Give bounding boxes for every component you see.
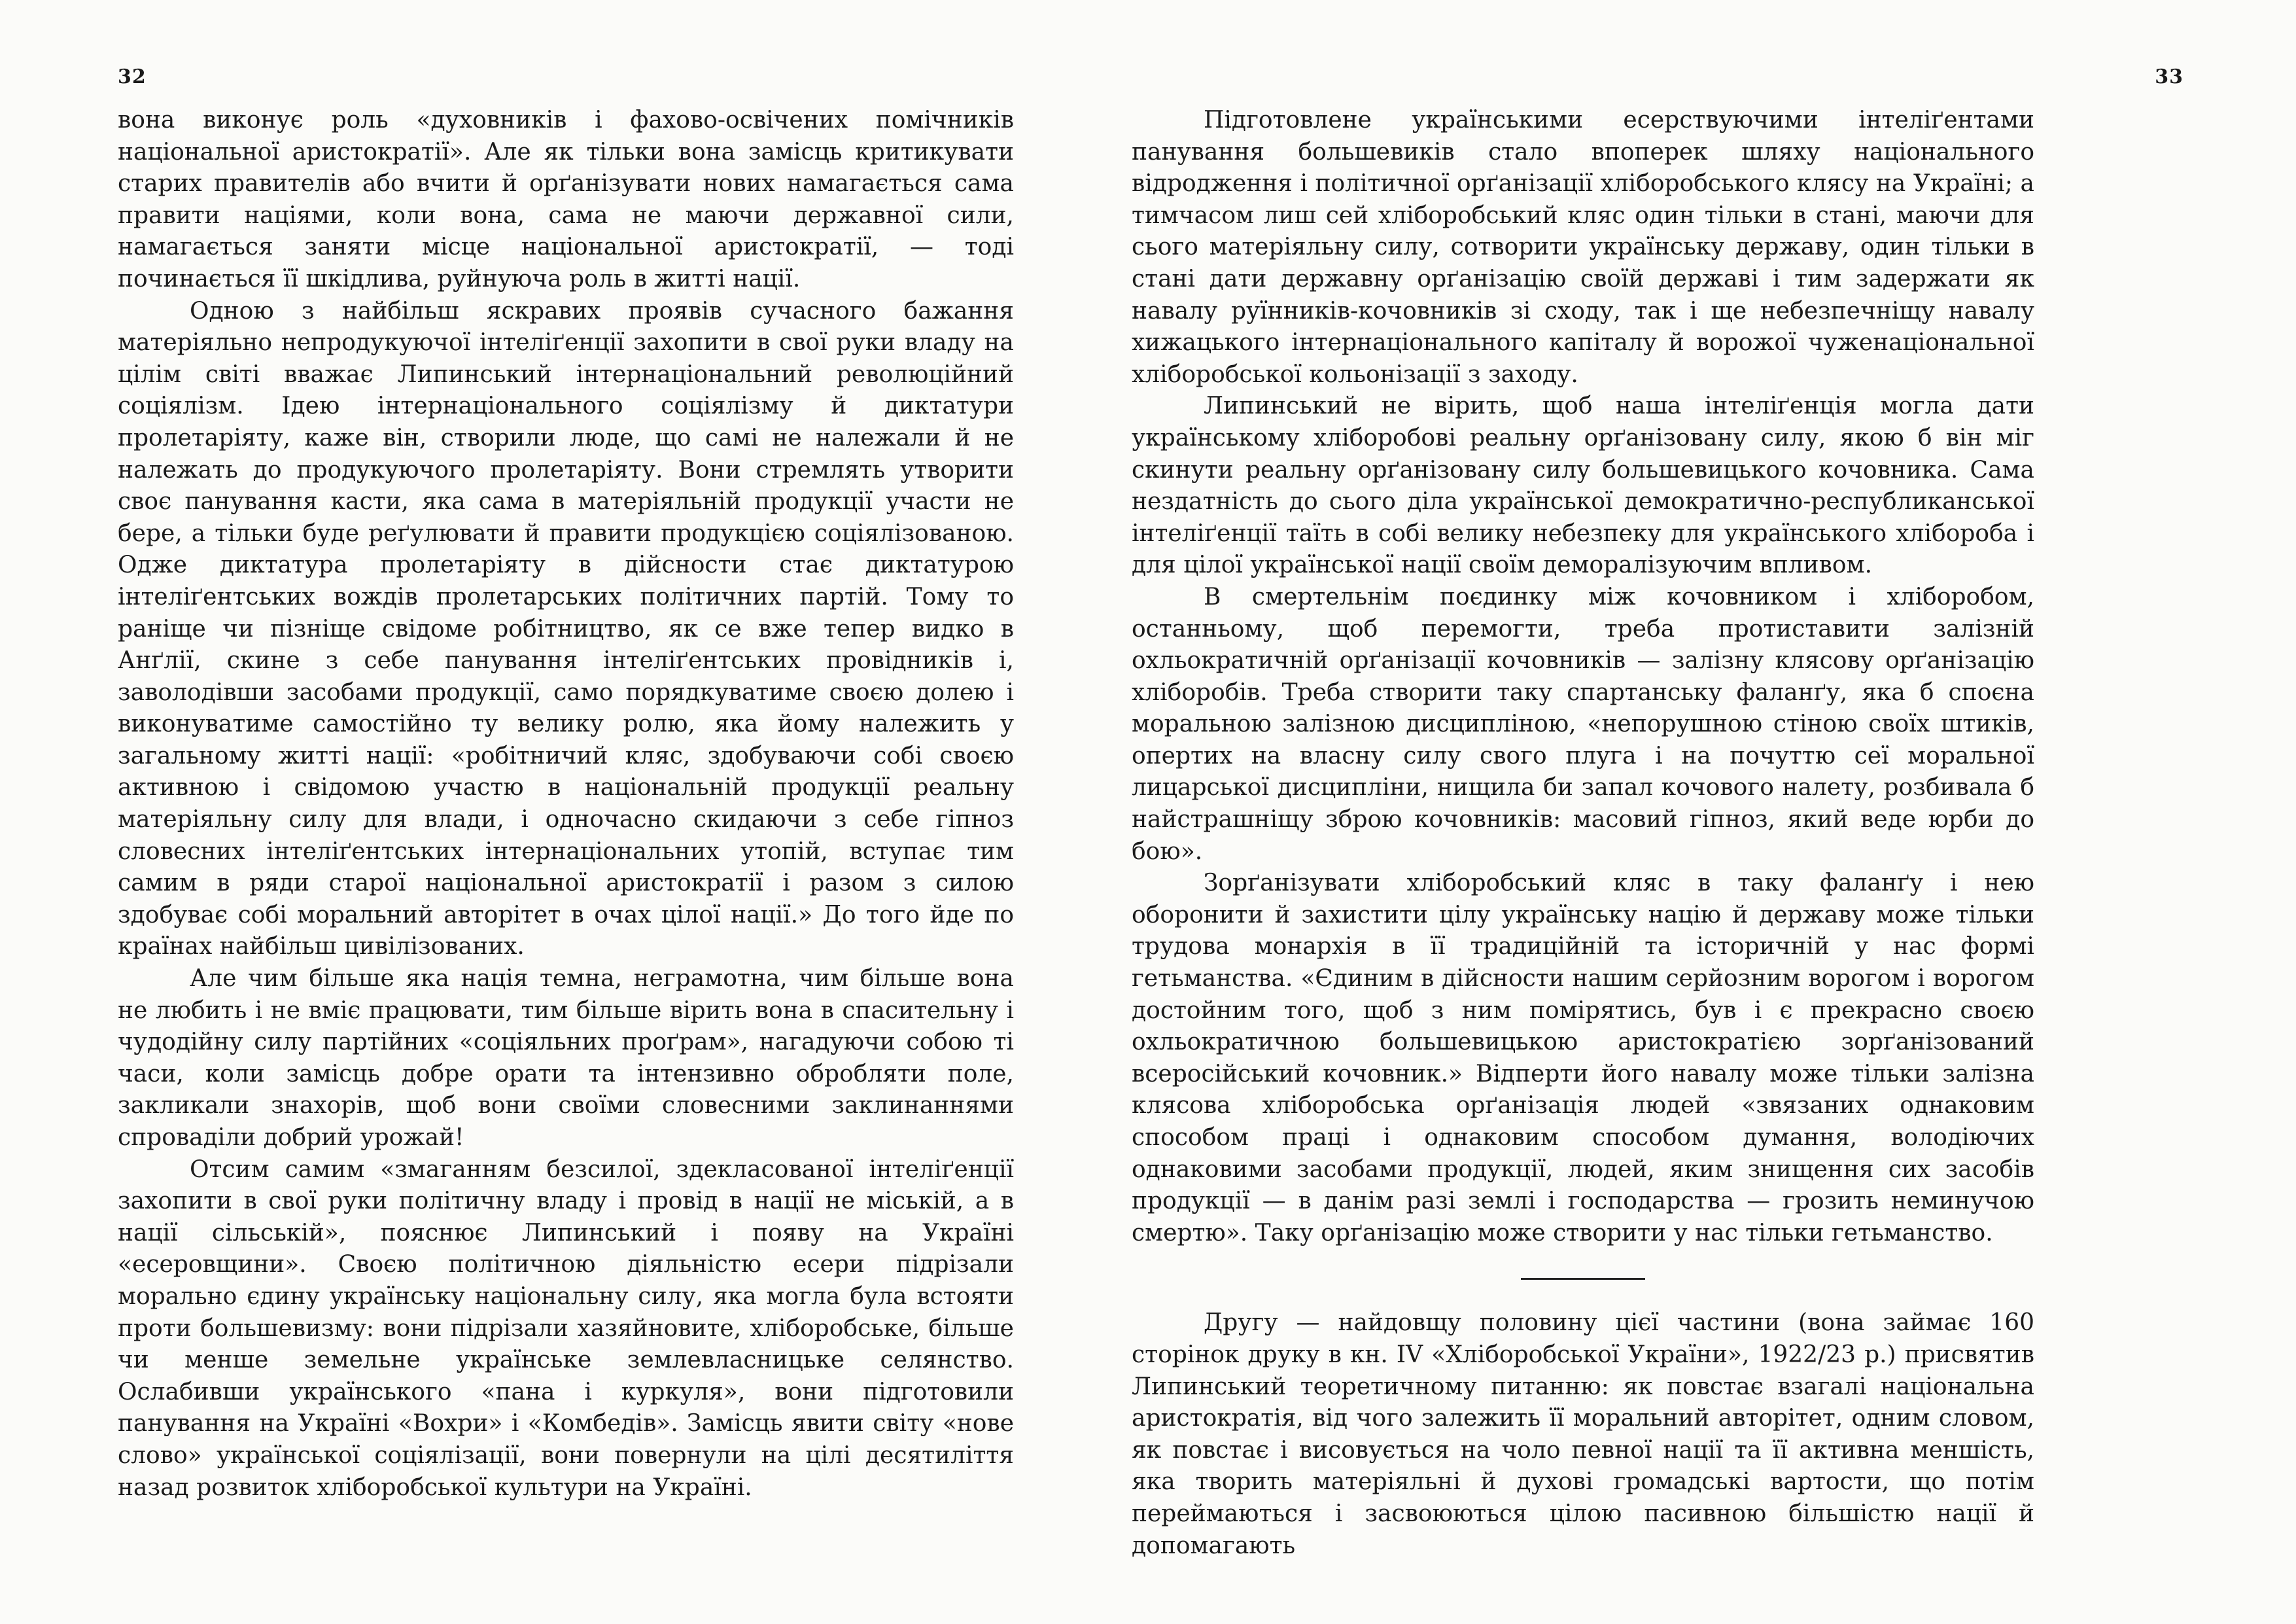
right-page — [1112, 0, 2185, 1624]
page-number-right: 33 — [2155, 65, 2183, 88]
paragraph: вона виконує роль «духовників і фахово-освічених помічників національної аристократії». Але як тільки вона замісць критикувати старих правителів або вчити й орґанізувати нових намагається сама правити націями, коли вона, сама не маючи державної сили, намагається заняти місце національної аристократії, — тоді починається її шкідлива, руйнуюча роль в житті нації. — [118, 107, 1014, 292]
paragraph: Але чим більше яка нація темна, неграмотна, чим більше вона не любить і не вміє працювати, тим більше вірить вона в спасительну і чудодійну силу партійних «соціяльних проґрам», нагадуючи собою ті часи, коли замісць добре орати та інтензивно обробляти поле, закликали знахорів, щоб вони своїми словесними заклинаннями спроваділи добрий урожай! — [118, 965, 1014, 1151]
paragraph: В смертельнім поєдинку між кочовником і хліборобом, останньому, щоб перемогти, треба протиставити залізній охльократичній орґанізації кочовників — залізну клясову орґанізацію хліборобів. Треба створити таку спартанську фаланґу, яка б споєна моральною залізною дисципліною, «непорушною стіною своїх штиків, опертих на власну силу свого плуга і на почуттю сеї моральної лицарської дисципліни, нищила би запал кочового налету, розбивала б найстрашніщу зброю кочовників: масовий гіпноз, який веде юрби до бою». — [1132, 583, 2034, 865]
right-page-text — [1132, 105, 2034, 1562]
paragraph: Одною з найбільш яскравих проявів сучасного бажання матеріяльно непродукуючої інтеліґенції захопити в свої руки владу на цілім світі вважає Липинський інтернаціональний революційний соціялізм. Ідею інтернаціонального соціялізму й диктатури пролетаріяту, каже він, створили люде, що самі не належали й не належать до продукуючого пролетаріяту. Вони стремлять утворити своє панування касти, яка сама в матеріяльній продукції участи не бере, а тільки буде реґулювати й правити продукцією соціялізованою. Одже диктатура пролетаріяту в дійсности стає диктатурою інтеліґентських вождів пролетарських політичних партій. Тому то раніще чи пізніще свідоме робітництво, як се вже тепер видко в Анґлії, скине з себе панування інтеліґентських провідників і, заволодівши засобами продукції, само порядкуватиме своєю долею і виконуватиме самостійно ту велику ролю, яка йому належить у загальному житті нації: «робітничий кляс, здобуваючи собі своєю активною і свідомою участю в національній продукції реальну матеріяльну силу для влади, і одночасно скидаючи з себе гіпноз словесних інтеліґентських інтернаціональних утопій, вступає тим самим в ряди старої національної аристократії і разом з силою здобуває собі моральний авторітет в очах цілої нації.» До того йде по країнах найбільш цивілізованих. — [118, 297, 1014, 961]
paragraph: Зорґанізувати хліборобський кляс в таку фаланґу і нею оборонити й захистити цілу українську націю й державу може тільки трудова монархія в її традиційній та історичній у нас формі гетьманства. «Єдиним в дійсности нашим серйозним ворогом і ворогом достойним того, щоб з ним помірятись, був і є прекрасно своєю охльократичною большевицькою аристократією зорґанізований всеросійський кочовник.» Відперти його навалу може тільки залізна клясова хліборобська орґанізація людей «звязаних однаковим способом праці і однаковим способом думання, володіючих однаковими засобами продукції, людей, яким знищення сих засобів продукції — в данім разі землі і господарства — грозить неминучою смертю». Таку орґанізацію може створити у нас тільки гетьманство. — [1132, 870, 2034, 1246]
section-divider — [1521, 1278, 1645, 1280]
paragraph: Другу — найдовщу половину цієї частини (вона займає 160 сторінок друку в кн. IV «Хліборобської України», 1922/23 р.) присвятив Липинський теоретичному питанню: як повстає взагалі національна аристократія, від чого залежить її моральний авторітет, одним словом, як повстає і висовується на чоло певної нації та її активна меншість, яка творить матеріяльні й духові громадські вартости, що потім переймаються і засвоюються цілою пасивною більшістю нації й допомагають — [1132, 1309, 2034, 1559]
paragraph: Підготовлене українськими есерствуючими інтеліґентами панування большевиків стало впоперек шляху національного відродження і політичної орґанізації хліборобського кляcу на Україні; а тимчасом лиш сей хліборобський кляс один тільки в стані, маючи для сього матеріяльну силу, сотворити українську державу, один тільки в стані дати державну орґанізацію своїй державі і тим задержати як навалу руїнників-кочовників зі сходу, так і ще небезпечніщу навалу хижацького інтернаціонального капіталу й ворожої чуженаціональної хліборобської кольонізації з заходу. — [1132, 107, 2034, 388]
left-page-text — [118, 105, 1014, 1504]
left-page — [118, 0, 1191, 1624]
page-number-left: 32 — [118, 65, 147, 88]
paragraph: Отсим самим «змаганням безсилої, здекласованої інтеліґенції захопити в свої руки політичну владу і провід в нації не міській, а в нації сільській», пояснює Липинський і появу на Україні «есеровщини». Своєю політичною діяльністю есери підрізали морально єдину українську національну силу, яка могла була встояти проти большевизму: вони підрізали хазяйновите, хліборобське, більше чи менше земельне українське землевласницьке селянство. Ослабивши українського «пана і куркуля», вони підготовили панування на Україні «Вохри» і «Комбедів». Замісць явити світу «нове слово» української соціялізації, вони повернули на цілі десятиліття назад розвиток хліборобської культури на Україні. — [118, 1156, 1014, 1501]
paragraph: Липинський не вірить, щоб наша інтеліґенція могла дати українському хліборобові реальну орґанізовану силу, якою б він міг скинути реальну орґанізовану силу большевицького кочовника. Сама нездатність до сього діла української демократично-республиканської інтеліґенції таїть в собі велику небезпеку для українського хлібороба і для цілої української нації своїм деморалізуючим впливом. — [1132, 393, 2034, 579]
